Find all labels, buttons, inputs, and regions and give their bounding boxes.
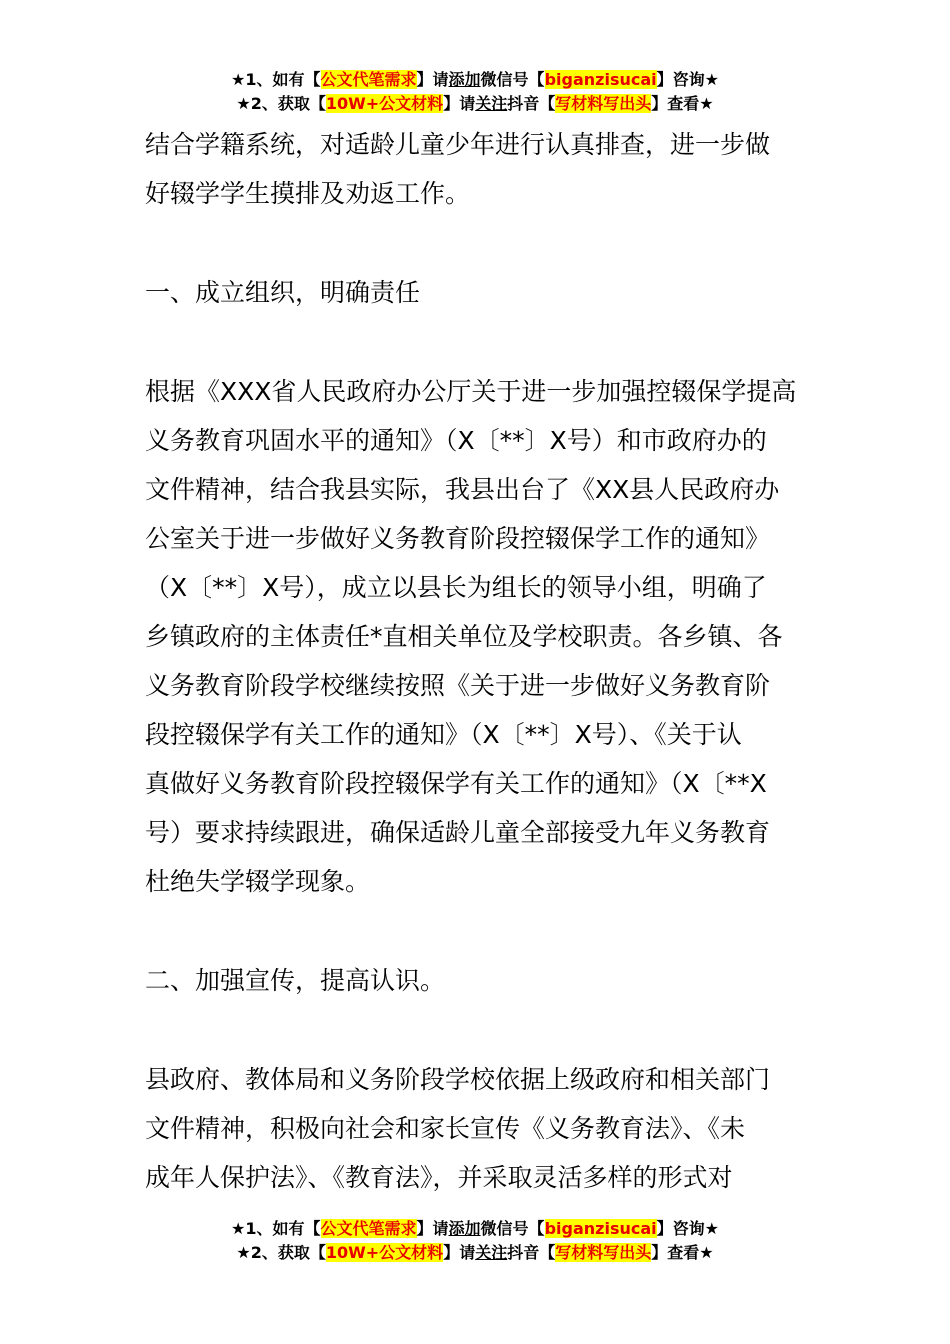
section-heading: 二、加强宣传，提高认识。 — [145, 966, 446, 995]
banner-text: 微信号【 — [480, 70, 545, 89]
text-line: 好辍学学生摸排及劝返工作。 — [145, 179, 471, 208]
paragraph-gap — [145, 906, 810, 956]
banner-underline: 添加 — [448, 1219, 481, 1238]
footer-banner — [0, 1217, 950, 1265]
text-line: 公室关于进一步做好义务教育阶段控辍保学工作的通知》 — [145, 524, 771, 553]
banner-text: ★1、如有【 — [231, 70, 321, 89]
text-line: 真做好义务教育阶段控辍保学有关工作的通知》（X〔**X — [145, 769, 767, 798]
banner-highlight: 写材料写出头 — [555, 1243, 652, 1262]
banner-highlight: biganzisucai — [544, 1219, 657, 1238]
section-heading: 一、成立组织，明确责任 — [145, 278, 421, 307]
text-line: 杜绝失学辍学现象。 — [145, 867, 371, 896]
document-body — [145, 120, 810, 1202]
banner-text: 】查看★ — [651, 94, 714, 113]
banner-line-1 — [0, 1217, 950, 1241]
banner-text: 】请 — [443, 94, 476, 113]
text-line: 义务教育巩固水平的通知》（X〔**〕X号）和市政府办的 — [145, 426, 767, 455]
banner-highlight: 写材料写出头 — [555, 94, 652, 113]
banner-line-2 — [0, 1241, 950, 1265]
text-line: 段控辍保学有关工作的通知》（X〔**〕X号）、《关于认 — [145, 720, 742, 749]
header-banner — [0, 68, 950, 116]
banner-line-1 — [0, 68, 950, 92]
paragraph-gap — [145, 317, 810, 367]
text-line: 义务教育阶段学校继续按照《关于进一步做好义务教育阶 — [145, 671, 771, 700]
banner-text: 】请 — [416, 1219, 449, 1238]
text-line: 文件精神，积极向社会和家长宣传《义务教育法》、《未 — [145, 1114, 746, 1143]
paragraph-gap — [145, 218, 810, 268]
banner-text: 】查看★ — [651, 1243, 714, 1262]
paragraph-gap — [145, 1005, 810, 1055]
banner-text: 】咨询★ — [656, 70, 719, 89]
banner-highlight: 公文代笔需求 — [320, 70, 417, 89]
banner-text: ★1、如有【 — [231, 1219, 321, 1238]
text-line: 成年人保护法》、《教育法》，并采取灵活多样的形式对 — [145, 1163, 733, 1192]
banner-text: 抖音【 — [507, 1243, 556, 1262]
text-line: 结合学籍系统，对适龄儿童少年进行认真排查，进一步做 — [145, 130, 771, 159]
banner-text: ★2、获取【 — [236, 94, 326, 113]
banner-highlight: 10W+公文材料 — [325, 1243, 444, 1262]
banner-underline: 关注 — [475, 94, 508, 113]
banner-line-2 — [0, 92, 950, 116]
banner-text: ★2、获取【 — [236, 1243, 326, 1262]
banner-highlight: 10W+公文材料 — [325, 94, 444, 113]
banner-text: 】请 — [416, 70, 449, 89]
banner-highlight: biganzisucai — [544, 70, 657, 89]
banner-underline: 关注 — [475, 1243, 508, 1262]
text-line: （X〔**〕X号），成立以县长为组长的领导小组，明确了 — [145, 573, 767, 602]
banner-text: 】咨询★ — [656, 1219, 719, 1238]
banner-text: 】请 — [443, 1243, 476, 1262]
banner-text: 微信号【 — [480, 1219, 545, 1238]
text-line: 根据《XXX省人民政府办公厅关于进一步加强控辍保学提高 — [145, 377, 797, 406]
text-line: 号）要求持续跟进，确保适龄儿童全部接受九年义务教育 — [145, 818, 771, 847]
text-line: 县政府、教体局和义务阶段学校依据上级政府和相关部门 — [145, 1065, 771, 1094]
text-line: 乡镇政府的主体责任*直相关单位及学校职责。各乡镇、各 — [145, 622, 783, 651]
banner-text: 抖音【 — [507, 94, 556, 113]
banner-underline: 添加 — [448, 70, 481, 89]
text-line: 文件精神，结合我县实际，我县出台了《XX县人民政府办 — [145, 475, 780, 504]
banner-highlight: 公文代笔需求 — [320, 1219, 417, 1238]
